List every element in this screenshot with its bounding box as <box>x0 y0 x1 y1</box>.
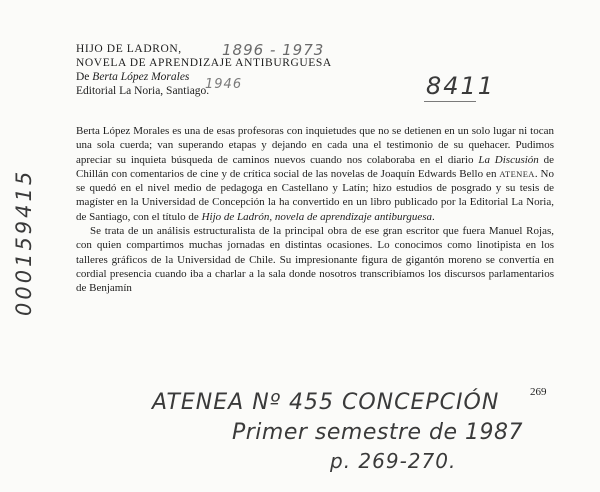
p1-text-d: . <box>432 210 435 223</box>
author-name: Berta López Morales <box>92 71 190 83</box>
p1-text-b: de Chillán con comentarios de cine y de crítica social de las novelas de Joaquín Edwards Bello en <box>76 153 555 180</box>
journal-name: ATENEA <box>499 168 535 179</box>
page-number: 269 <box>530 386 547 398</box>
book-title-italic: Hijo de Ladrón, novela de aprendizaje antiburguesa <box>201 210 433 223</box>
handwritten-catalog-number: 8411 <box>426 72 496 100</box>
handwritten-side-number: 000159415 <box>12 168 36 316</box>
p1-text-a: Berta López Morales es una de esas profesoras con inquietudes que no se detienen en un solo lugar ni tocan una sola cuerda; van superando etapas y dejando en cada una el testimonio de su quehacer. Pudimos apreciar su inquieta búsqueda de caminos nuevos cuando nos colaboraba en el diario <box>76 125 554 166</box>
review-body <box>76 124 554 296</box>
paragraph-2: Se trata de un análisis estructuralista de la principal obra de ese gran escritor que fuera Manuel Rojas, con quien compartimos muchas jornadas en distintas ocasiones. Lo conocimos como linotipista en los talleres gráficos de la Universidad de Chile. Su impresionante figura de gigantón moreno se convertía en cordial presencia cuando iba a charlar a la sala donde nosotros transcribíamos los discursos parlamentarios de Benjamín <box>76 225 554 295</box>
book-title-line-2: NOVELA DE APRENDIZAJE ANTIBURGUESA <box>76 57 332 69</box>
publisher: Editorial La Noria, Santiago. <box>76 85 210 97</box>
author-line <box>76 70 332 84</box>
book-title-line-1: HIJO DE LADRON, <box>76 43 182 55</box>
paragraph-1 <box>76 124 554 224</box>
newspaper-name: La Discusión <box>478 153 539 166</box>
p1-text-c: . No se quedó en el nivel medio de pedagoga en Castellano y Latín; hizo estudios de posgrado y su tesis de magíster en la Universidad de Concepción la ha convertido en un libro publicado por la Editorial La Noria, de Santiago, con el título de <box>76 167 554 223</box>
catalog-underline <box>424 101 476 102</box>
handwritten-citation-line-3: p. 269-270. <box>330 449 457 473</box>
handwritten-citation-line-1: ATENEA Nº 455 CONCEPCIÓN <box>152 390 500 415</box>
handwritten-dates: 1896 - 1973 <box>222 41 325 59</box>
author-prefix: De <box>76 71 93 83</box>
handwritten-year: 1946 <box>205 77 243 92</box>
handwritten-citation-line-2: Primer semestre de 1987 <box>232 420 524 445</box>
